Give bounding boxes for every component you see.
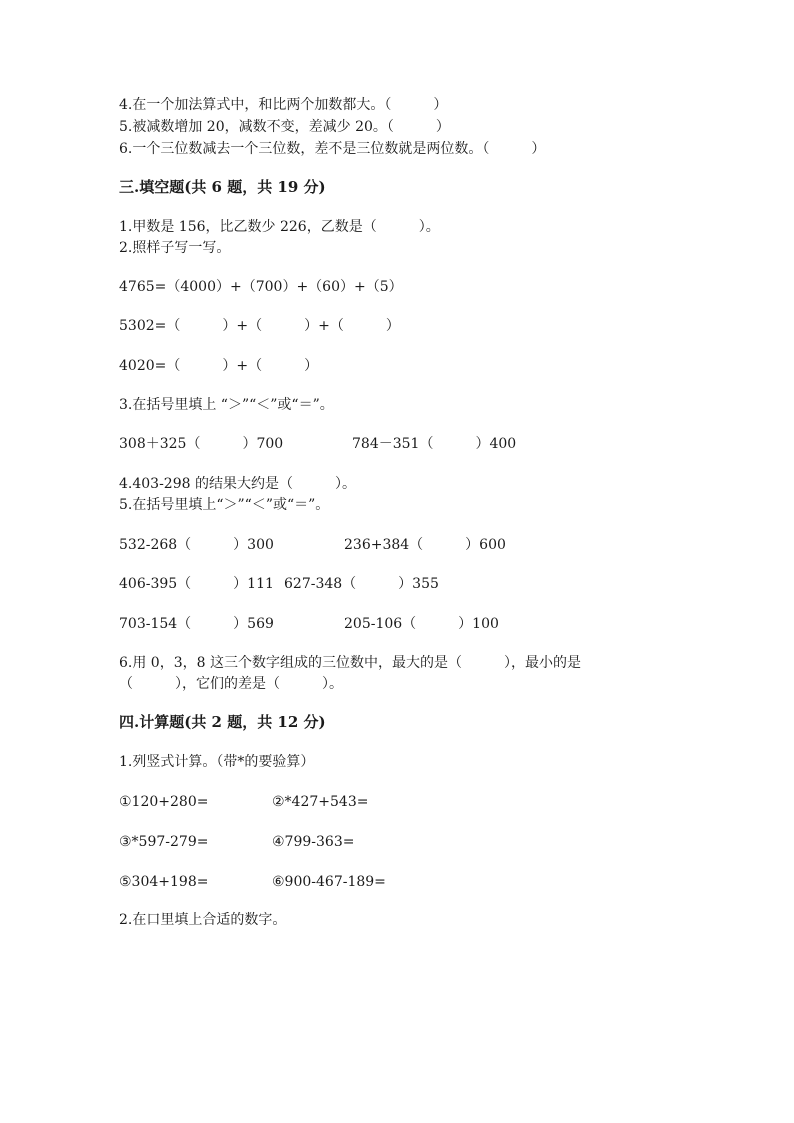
section-3-title: 三.填空题(共 6 题，共 19 分) [119, 178, 326, 196]
fill-question-3-b: 784－351（ ）400 [352, 436, 517, 452]
fill-question-5-row-1-a: 532-268（ ）300 [119, 537, 274, 553]
fill-question-3-a: 308＋325（ ）700 [119, 436, 284, 452]
fill-question-2-example: 4765=（4000）+（700）+（60）+（5） [119, 279, 403, 295]
judgment-item-6: 6.一个三位数减去一个三位数，差不是三位数就是两位数。（ ） [119, 141, 546, 157]
fill-question-2: 2.照样子写一写。 [119, 240, 231, 256]
calc-item-6: ⑥900-467-189= [272, 874, 386, 890]
calc-item-5: ⑤304+198= [119, 874, 209, 890]
calc-item-2: ②*427+543= [272, 794, 369, 810]
fill-question-1: 1.甲数是 156，比乙数少 226，乙数是（ ）。 [119, 219, 440, 235]
judgment-item-4: 4.在一个加法算式中，和比两个加数都大。（ ） [119, 97, 448, 113]
fill-question-6-line-1: 6.用 0，3，8 这三个数字组成的三位数中，最大的是（ ），最小的是 [119, 655, 581, 671]
fill-question-5-row-2-a: 406-395（ ）111 [119, 576, 274, 592]
calc-question-2: 2.在口里填上合适的数字。 [119, 912, 287, 928]
fill-question-3: 3.在括号里填上 “＞”“＜”或“＝”。 [119, 397, 334, 413]
calc-item-1: ①120+280= [119, 794, 209, 810]
fill-question-2-line-2: 4020=（ ）+（ ） [119, 358, 319, 374]
judgment-item-5: 5.被减数增加 20，减数不变，差减少 20。（ ） [119, 119, 450, 135]
fill-question-5: 5.在括号里填上“＞”“＜”或“＝”。 [119, 497, 330, 513]
section-4-title: 四.计算题(共 2 题，共 12 分) [119, 713, 326, 731]
fill-question-2-line-1: 5302=（ ）+（ ）+（ ） [119, 318, 400, 334]
calc-question-1: 1.列竖式计算。（带*的要验算） [119, 754, 315, 770]
fill-question-6-line-2: （ ），它们的差是（ ）。 [119, 676, 343, 692]
fill-question-5-row-2-b: 627-348（ ）355 [284, 576, 439, 592]
calc-item-3: ③*597-279= [119, 834, 209, 850]
calc-item-4: ④799-363= [272, 834, 355, 850]
fill-question-5-row-1-b: 236+384（ ）600 [344, 537, 506, 553]
fill-question-5-row-3-a: 703-154（ ）569 [119, 616, 274, 632]
fill-question-5-row-3-b: 205-106（ ）100 [344, 616, 499, 632]
fill-question-4: 4.403-298 的结果大约是（ ）。 [119, 476, 356, 492]
